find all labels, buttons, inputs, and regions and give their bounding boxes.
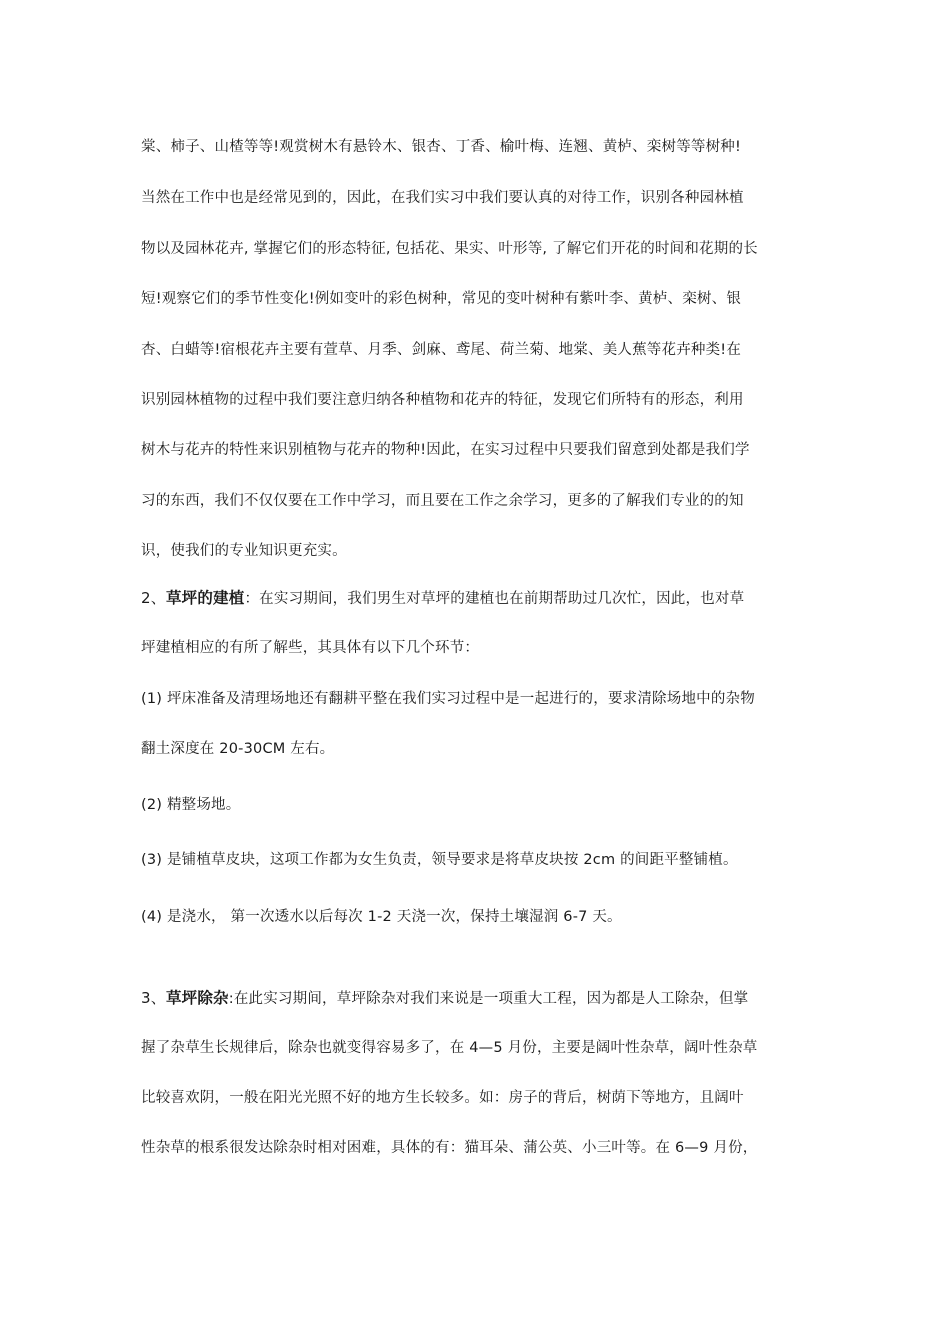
- paragraph-line: 棠、柿子、山楂等等!观赏树木有悬铃木、银杏、丁香、榆叶梅、连翘、黄栌、栾树等等树种!: [141, 139, 742, 155]
- section-title: 草坪的建植: [165, 589, 245, 607]
- list-item-step-1-continued: 翻土深度在 20-30CM 左右。: [141, 741, 335, 757]
- section-intro: ：在实习期间，我们男生对草坪的建植也在前期帮助过几次忙，因此，也对草: [244, 591, 745, 607]
- list-item-step-3: (3) 是铺植草皮块，这项工作都为女生负责，领导要求是将草皮块按 2cm 的间距平整铺植。: [141, 852, 738, 868]
- paragraph-line: 坪建植相应的有所了解些，其具体有以下几个环节：: [141, 640, 480, 656]
- paragraph-line: 短!观察它们的季节性变化!例如变叶的彩色树种，常见的变叶树种有紫叶李、黄栌、栾树、银: [141, 291, 742, 307]
- list-item-step-2: (2) 精整场地。: [141, 797, 241, 813]
- paragraph-line: 物以及园林花卉, 掌握它们的形态特征, 包括花、果实、叶形等, 了解它们开花的时间和花期的长: [141, 241, 758, 257]
- section-intro: :在此实习期间，草坪除杂对我们来说是一项重大工程，因为都是人工除杂，但掌: [228, 991, 749, 1007]
- paragraph-line: 性杂草的根系很发达除杂时相对困难，具体的有：猫耳朵、蒲公英、小三叶等。在 6—9 月份，: [141, 1140, 758, 1156]
- list-item-step-4: (4) 是浇水， 第一次透水以后每次 1-2 天浇一次，保持土壤湿润 6-7 天。: [141, 909, 622, 925]
- paragraph-line: 识别园林植物的过程中我们要注意归纳各种植物和花卉的特征，发现它们所特有的形态，利用: [141, 392, 744, 408]
- section-number: 2、: [141, 589, 166, 607]
- paragraph-line: 握了杂草生长规律后，除杂也就变得容易多了，在 4—5 月份，主要是阔叶性杂草，阔叶性杂草: [141, 1040, 758, 1056]
- section-heading-lawn-planting: [141, 588, 821, 609]
- list-item-step-1: (1) 坪床准备及清理场地还有翻耕平整在我们实习过程中是一起进行的，要求清除场地中的杂物: [141, 691, 755, 707]
- paragraph-line: 习的东西，我们不仅仅要在工作中学习，而且要在工作之余学习，更多的了解我们专业的的知: [141, 493, 744, 509]
- section-title: 草坪除杂: [165, 989, 229, 1007]
- paragraph-line: 树木与花卉的特性来识别植物与花卉的物种!因此，在实习过程中只要我们留意到处都是我们学: [141, 442, 750, 458]
- paragraph-line: 识，使我们的专业知识更充实。: [141, 543, 347, 559]
- section-number: 3、: [141, 989, 166, 1007]
- paragraph-line: 当然在工作中也是经常见到的，因此，在我们实习中我们要认真的对待工作，识别各种园林植: [141, 190, 744, 206]
- section-heading-lawn-weeding: [141, 988, 821, 1009]
- paragraph-line: 杏、白蜡等!宿根花卉主要有萱草、月季、剑麻、鸢尾、荷兰菊、地棠、美人蕉等花卉种类!在: [141, 342, 742, 358]
- paragraph-line: 比较喜欢阴，一般在阳光光照不好的地方生长较多。如：房子的背后，树荫下等地方，且阔叶: [141, 1090, 744, 1106]
